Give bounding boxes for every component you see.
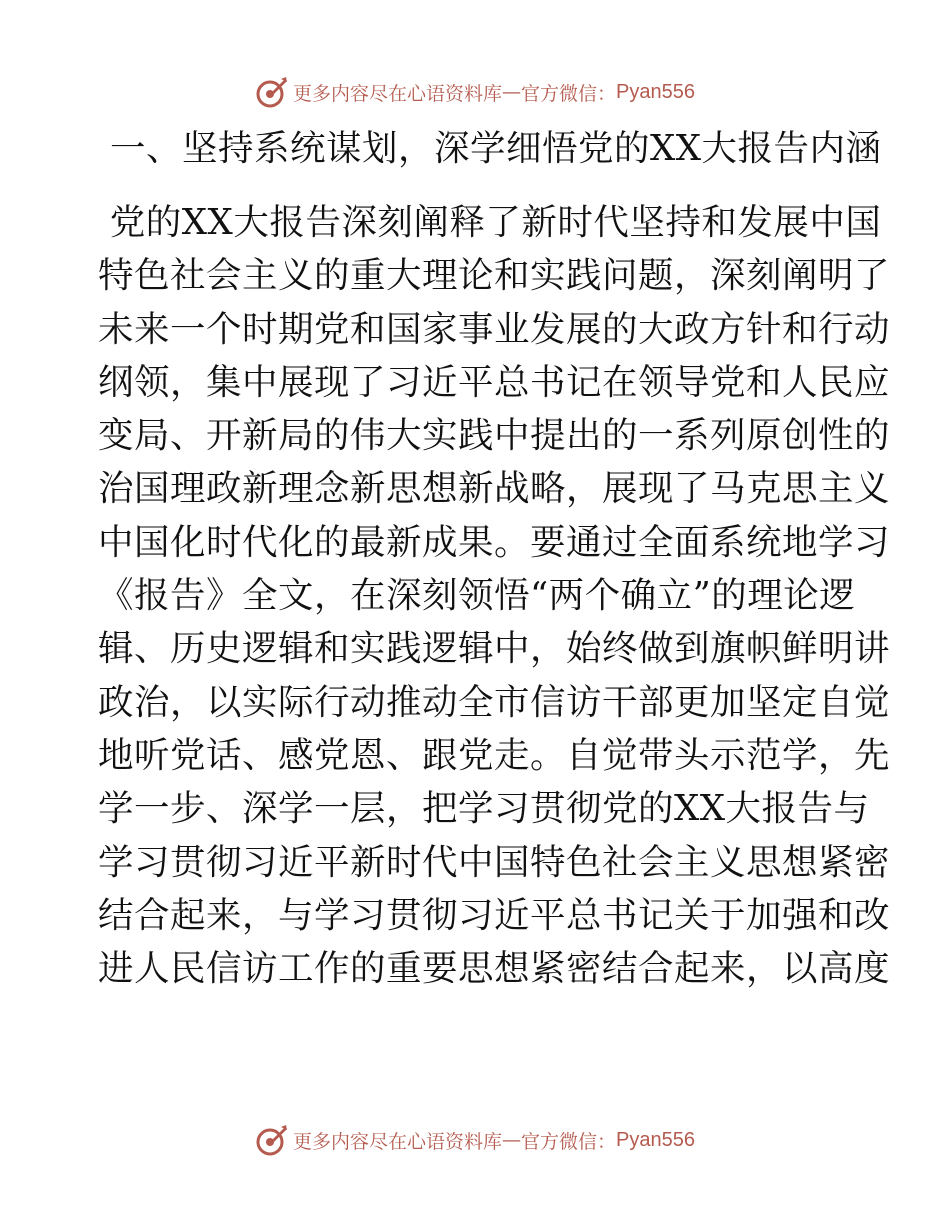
text-line: 特色社会主义的重大理论和实践问题，深刻阐明了: [98, 255, 891, 297]
banner-wechat-label: 官方微信：: [521, 1130, 617, 1153]
text-line: 《报告》全文，在深刻领悟“两个确立”的理论逻: [98, 575, 856, 617]
header-banner: [0, 72, 950, 112]
pen-logo-icon: [255, 75, 289, 109]
body-paragraph: [98, 196, 891, 995]
text-line: 中国化时代化的最新成果。要通过全面系统地学习: [98, 521, 891, 563]
banner-wechat-label: 官方微信：: [521, 82, 617, 105]
text-line: 结合起来，与学习贯彻习近平总书记关于加强和改: [98, 894, 891, 936]
banner-text: 更多内容尽在心语资料库: [293, 82, 503, 105]
text-line: 未来一个时期党和国家事业发展的大政方针和行动: [98, 308, 891, 350]
section-heading: 一、坚持系统谋划，深学细悟党的XX大报告内涵: [110, 128, 882, 169]
text-line: 党的XX大报告深刻阐释了新时代坚持和发展中国: [98, 202, 882, 243]
text-line: 纲领，集中展现了习近平总书记在领导党和人民应: [98, 361, 891, 403]
footer-banner: [0, 1120, 950, 1160]
text-line: 治国理政新理念新思想新战略，展现了马克思主义: [98, 468, 891, 510]
text-line: 地听党话、感党恩、跟党走。自觉带头示范学，先: [98, 734, 891, 776]
banner-wechat-id: Pyan556: [616, 1128, 695, 1151]
text-line: 学习贯彻习近平新时代中国特色社会主义思想紧密: [98, 841, 891, 883]
text-line: 辑、历史逻辑和实践逻辑中，始终做到旗帜鲜明讲: [98, 628, 891, 670]
banner-text: 更多内容尽在心语资料库: [293, 1130, 503, 1153]
pen-logo-icon: [255, 1123, 289, 1157]
text-line: 政治，以实际行动推动全市信访干部更加坚定自觉: [98, 681, 891, 723]
banner-separator: —: [502, 1129, 522, 1151]
text-line: 学一步、深学一层，把学习贯彻党的XX大报告与: [98, 788, 870, 830]
banner-separator: —: [502, 81, 522, 103]
banner-wechat-id: Pyan556: [616, 80, 695, 103]
text-line: 进人民信访工作的重要思想紧密结合起来，以高度: [98, 948, 891, 990]
text-line: 变局、开新局的伟大实践中提出的一系列原创性的: [98, 415, 891, 457]
